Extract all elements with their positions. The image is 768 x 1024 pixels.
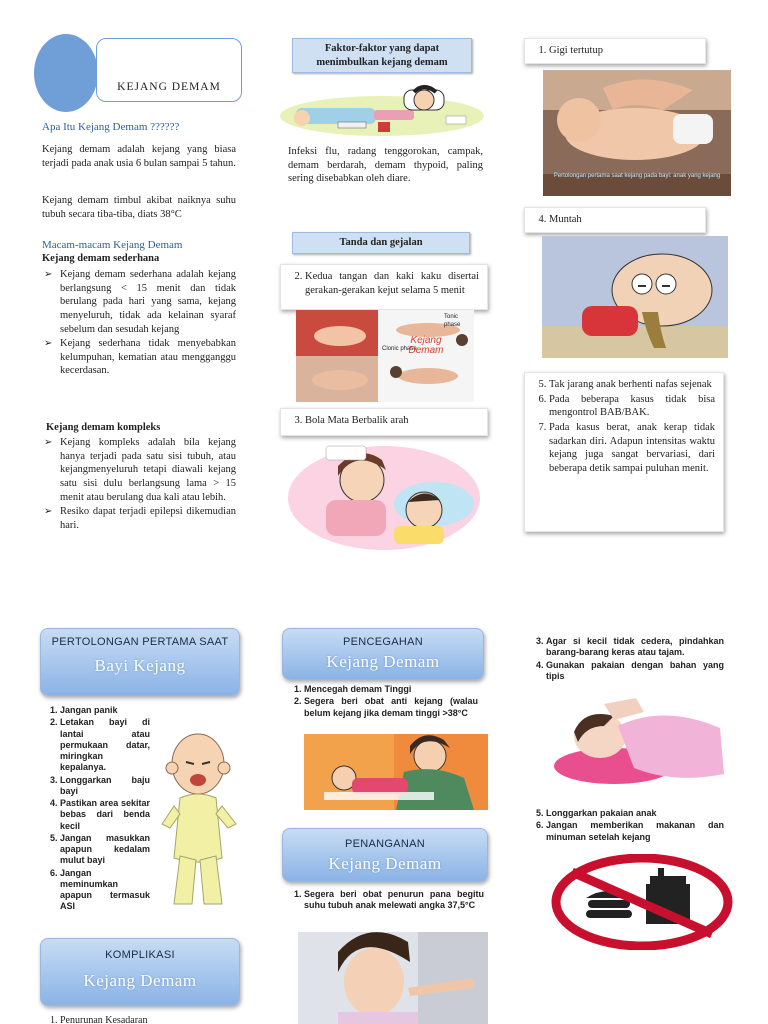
prevention-banner-big: Kejang Demam <box>326 652 440 672</box>
intro-paragraph-1: Kejang demam adalah kejang yang biasa terjadi pada anak usia 6 bulan sampai 5 tahun. <box>42 144 236 169</box>
sleeping-child-photo <box>544 698 732 792</box>
intro-paragraph-2: Kejang demam timbul akibat naiknya suhu tubuh secara tiba-tiba, diats 38°C <box>42 195 236 220</box>
list-item: 4. Muntah <box>549 213 697 227</box>
no-food-sign-icon <box>550 854 734 950</box>
simple-seizure-heading: Kejang demam sederhana <box>42 253 160 264</box>
sick-child-illustration <box>278 82 486 138</box>
list-item: 5. Jangan masukkan apapun kedalam mulut bayi <box>60 833 150 867</box>
list-item: ➢ Kejang sederhana tidak menyebabkan kelumpuhan, kematian atau mengganggu kecerdasan. <box>42 337 236 378</box>
eyes-rolling-illustration <box>286 440 482 552</box>
list-item: 5. Tak jarang anak berhenti nafas sejenak <box>549 378 715 392</box>
intro-heading: Apa Itu Kejang Demam ?????? <box>42 121 180 133</box>
complex-seizure-list <box>42 436 236 533</box>
list-item: 1. Penurunan Kesadaran <box>60 1015 224 1024</box>
list-item: 4. Gunakan pakaian dengan bahan yang tipis <box>546 660 724 683</box>
sign-card-2 <box>280 264 488 310</box>
seizure-phases-collage <box>296 310 474 402</box>
first-aid-list <box>44 705 150 914</box>
first-aid-banner <box>40 628 240 696</box>
crying-baby-illustration <box>160 728 238 914</box>
list-item: 3. Agar si kecil tidak cedera, pindahkan barang-barang keras atau tajam. <box>546 636 724 659</box>
sign-card-3 <box>280 408 488 436</box>
vomiting-cartoon <box>542 236 728 358</box>
page-title: KEJANG DEMAM <box>117 81 221 93</box>
handling-banner-big: Kejang Demam <box>328 854 442 874</box>
sign-card-4 <box>524 207 706 233</box>
factors-label: Faktor-faktor yang dapat menimbulkan kejang demam <box>292 38 472 73</box>
collage-title: Kejang Demam <box>408 335 444 356</box>
signs-card-5-7 <box>524 372 724 532</box>
list-item: 3. Bola Mata Berbalik arah <box>305 414 479 428</box>
complex-seizure-heading: Kejang demam kompleks <box>46 422 161 433</box>
list-item: 3. Longgarkan baju bayi <box>60 775 150 798</box>
list-item: 5. Longgarkan pakaian anak <box>546 808 724 819</box>
title-circle-decoration <box>34 34 98 112</box>
list-item: 1. Jangan panik <box>60 705 150 716</box>
child-medicine-photo <box>298 932 488 1024</box>
list-item: ➢ Kejang demam sederhana adalah kejang berlangsung < 15 menit dan tidak berulang pada hari yang sama, kejang menyeluruh, tidak ada kelainan syaraf sebelum dan sesudah kejang <box>42 268 236 336</box>
list-item: 6. Jangan meminumkan apapun termasuk ASI <box>60 868 150 913</box>
first-aid-banner-small: PERTOLONGAN PERTAMA SAAT <box>51 636 229 648</box>
list-item: 2. Letakan bayi di lantai atau permukaan datar, miringkan kepalanya. <box>60 717 150 773</box>
clonic-phase-label: Clonic phase <box>382 346 417 352</box>
list-item: 1. Segera beri obat penurun pana begitu suhu tubuh anak melewati angka 37,5°C <box>304 889 484 912</box>
complication-banner-small: KOMPLIKASI <box>105 949 175 961</box>
list-item: 7. Pada kasus berat, anak kerap tidak sadarkan diri. Adapun intensitas waktu kejang juga sangat bervariasi, dari beberapa detik sampai puluhan menit. <box>549 421 715 476</box>
factors-text: Infeksi flu, radang tenggorokan, campak, demam berdarah, demam thypoid, paling sering disebabkan oleh diare. <box>288 146 483 185</box>
prevention-banner-small: PENCEGAHAN <box>342 636 424 648</box>
tips-list-5-6 <box>530 808 724 844</box>
types-heading: Macam-macam Kejang Demam <box>42 239 183 251</box>
list-item: 1. Mencegah demam Tinggi <box>304 684 478 695</box>
complication-list <box>44 1015 224 1024</box>
list-item: ➢ Kejang kompleks adalah bila kejang hanya terjadi pada satu sisi tubuh, atau kejangmenyeluruh tetapi diawali kejang satu sisi dulu berlangsung lama > 15 menit atau berulang dua kali atau lebih. <box>42 436 236 504</box>
baby-seizure-photo <box>543 70 731 196</box>
handling-banner-small: PENANGANAN <box>344 838 426 850</box>
page-break <box>0 598 768 628</box>
list-item: ➢ Resiko dapat terjadi epilepsi dikemudian hari. <box>42 505 236 532</box>
list-item: 2. Segera beri obat anti kejang (walau belum kejang jika demam tinggi >38°C <box>304 696 478 719</box>
list-item: 6. Pada beberapa kasus tidak bisa mengontrol BAB/BAK. <box>549 393 715 420</box>
handling-list <box>288 889 484 913</box>
prevention-banner <box>282 628 484 680</box>
simple-seizure-list <box>42 268 236 379</box>
complication-banner <box>40 938 240 1006</box>
sign-card-1 <box>524 38 706 64</box>
photo-caption: Pertolongan pertama saat kejang pada bayi: anak yang kejang <box>553 173 721 179</box>
list-item: 1. Gigi tertutup <box>549 44 697 58</box>
list-item: 6. Jangan memberikan makanan dan minuman setelah kejang <box>546 820 724 843</box>
signs-label: Tanda dan gejalan <box>292 232 470 254</box>
handling-banner <box>282 828 488 882</box>
prevention-list <box>288 684 478 720</box>
complication-banner-big: Kejang Demam <box>83 971 197 991</box>
tonic-phase-label: Tonic phase <box>444 314 461 328</box>
first-aid-banner-big: Bayi Kejang <box>94 656 186 676</box>
mother-child-illustration <box>304 734 488 810</box>
list-item: 2. Kedua tangan dan kaki kaku disertai gerakan-gerakan kejut selama 5 menit <box>305 270 479 297</box>
list-item: 4. Pastikan area sekitar bebas dari benda kecil <box>60 798 150 832</box>
tips-list-3-4 <box>530 636 724 683</box>
